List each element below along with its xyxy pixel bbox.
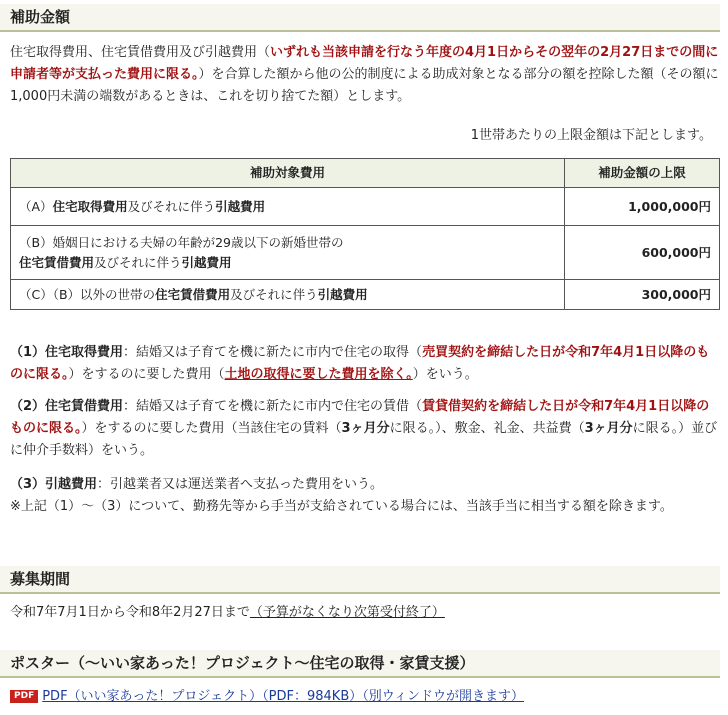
def1-text-b: ）をするのに要した費用（ bbox=[68, 367, 225, 382]
def2-text-c: に限る。）、敷金、礼金、共益費（ bbox=[389, 421, 585, 436]
period-budget-note: （予算がなくなり次第受付終了） bbox=[249, 605, 445, 620]
intro-text-red: いずれも当該申請を行なう年度の4月1日からその翌年の2月27日までの間に申請者等が支払った費用に限る。 bbox=[10, 45, 719, 82]
row-cost-type: 住宅取得費用 bbox=[52, 198, 128, 214]
limit-note: 1世帯あたりの上限金額は下記とします。 bbox=[470, 128, 712, 143]
row-mid: 及びそれに伴う bbox=[94, 254, 182, 270]
def1-label: （1）住宅取得費用 bbox=[10, 345, 124, 360]
table-row bbox=[11, 226, 720, 280]
poster-pdf-link[interactable]: PDF（いい家あった！プロジェクト）（PDF：984KB）（別ウィンドウが開きます） bbox=[42, 689, 524, 704]
row-line1: （B）婚姻日における夫婦の年齢が29歳以下の新婚世帯の bbox=[19, 234, 344, 250]
row-prefix: （A） bbox=[19, 198, 53, 214]
table-cell-amount: 1,000,000円 bbox=[565, 188, 720, 226]
table-row bbox=[11, 188, 720, 226]
def2-text-b: ）をするのに要した費用（当該住宅の賃料（ bbox=[81, 421, 342, 436]
table-cell-amount: 600,000円 bbox=[565, 226, 720, 280]
poster-heading: ポスター（〜いい家あった！プロジェクト〜住宅の取得・家賃支援） bbox=[0, 650, 720, 678]
intro-text-b: ）を合算した額から他の公的制度による助成対象となる部分の額を控除した額（その額に1,000円未満の端数があるときは、これを切り捨てた額）とします。 bbox=[10, 67, 719, 104]
subsidy-table bbox=[10, 158, 720, 310]
def2-bold: 3ヶ月分 bbox=[341, 421, 390, 436]
row-mid: 及びそれに伴う bbox=[127, 198, 216, 214]
poster-download bbox=[10, 686, 720, 708]
table-header-cost: 補助対象費用 bbox=[11, 159, 565, 188]
intro-paragraph bbox=[10, 42, 720, 108]
row-moving: 引越費用 bbox=[317, 286, 368, 302]
exclusion-note: ※上記（1）〜（3）について、勤務先等から手当が支給されている場合には、当該手当に相当する額を除きます。 bbox=[10, 499, 673, 514]
def2-label: （2）住宅賃借費用 bbox=[10, 399, 124, 414]
row-mid: 及びそれに伴う bbox=[230, 286, 318, 302]
def3-text: ：引越業者又は運送業者へ支払った費用をいう。 bbox=[97, 477, 384, 492]
def2-text-a: ：結婚又は子育てを機に新たに市内で住宅の賃借（ bbox=[123, 399, 423, 414]
row-prefix: （C）（B）以外の世帯の bbox=[19, 286, 156, 302]
def1-text-c: ）をいう。 bbox=[412, 367, 478, 382]
intro-text-a: 住宅取得費用、住宅賃借費用及び引越費用（ bbox=[10, 45, 271, 60]
def1-red: 売買契約を締結した日が令和7年4月1日以降のものに限る。 bbox=[10, 345, 710, 382]
definition-1 bbox=[10, 342, 720, 386]
period-heading: 募集期間 bbox=[0, 566, 720, 594]
period-dates: 令和7年7月1日から令和8年2月27日まで bbox=[10, 605, 250, 620]
definition-3 bbox=[10, 474, 720, 518]
def2-bold2: 3ヶ月分 bbox=[584, 421, 633, 436]
def1-text-a: ：結婚又は子育てを機に新たに市内で住宅の取得（ bbox=[123, 345, 423, 360]
row-cost-type: 住宅賃借費用 bbox=[19, 254, 95, 270]
row-moving: 引越費用 bbox=[215, 198, 266, 214]
pdf-icon: PDF bbox=[10, 690, 38, 703]
table-row bbox=[11, 280, 720, 310]
period-text bbox=[10, 602, 720, 624]
table-header-limit: 補助金額の上限 bbox=[565, 159, 720, 188]
table-cell-amount: 300,000円 bbox=[565, 280, 720, 310]
row-moving: 引越費用 bbox=[181, 254, 232, 270]
table-cell-cost bbox=[11, 280, 565, 310]
def2-text-d: に限る。）並びに仲介手数料）をいう。 bbox=[10, 421, 718, 458]
table-header-row bbox=[11, 159, 720, 188]
definition-2 bbox=[10, 396, 720, 462]
row-cost-type: 住宅賃借費用 bbox=[155, 286, 231, 302]
table-cell-cost bbox=[11, 226, 565, 280]
def3-label: （3）引越費用 bbox=[10, 477, 98, 492]
def2-red: 賃貸借契約を締結した日が令和7年4月1日以降のものに限る。 bbox=[10, 399, 710, 436]
table-cell-cost bbox=[11, 188, 565, 226]
amount-heading: 補助金額 bbox=[0, 4, 720, 32]
def1-red2: 土地の取得に要した費用を除く。 bbox=[224, 367, 413, 382]
